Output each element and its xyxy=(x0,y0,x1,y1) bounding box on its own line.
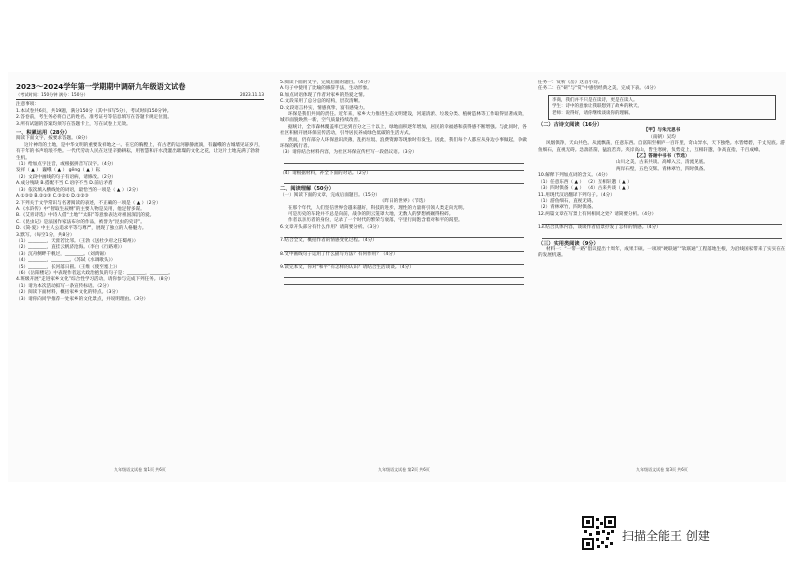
dialogue-box xyxy=(548,95,776,120)
question-2-option: D.《简·爱》中主人公追求平等与尊严，展现了独立的人格魅力。 xyxy=(16,226,147,232)
classic-question: （1）游鱼细石，直视无碍。 xyxy=(538,198,597,204)
reading-1-question: 8.文中画线句子运用了什么描写方法？有何作用？（4分） xyxy=(280,251,398,257)
question-4-line: （3）请你向同学推荐一处家乡的文化景点，并说明理由。（3分） xyxy=(16,296,149,302)
material-text: 材料一：“一带一路”倡议提出十周年，成果丰硕。一项项“硬联通”“软联通”工程落地生根，为沿线国家带来了实实在在的发展机遇。 xyxy=(538,246,786,259)
section-heading: 二、阅读理解（50分） xyxy=(280,186,334,193)
question-3-line: （6）《岳阳楼记》中表现作者远大政治抱负的句子是：________，________。 xyxy=(16,270,173,276)
reading-1-paragraph: 在那个年代，人们坚信世界会越来越好，科技的进步、理性的力量将引领人类走向光明。 xyxy=(288,205,468,211)
material-paragraph: 然而，仍有部分人环保意识淡薄，乱扔垃圾、浪费资源等现象时有发生。因此，我们每个人都应从身边小事做起，争做环保的践行者。 xyxy=(280,137,527,150)
classic-question: （1）任意东西（ ▲ ） （2）互相轩邈（ ▲ ） xyxy=(538,179,632,185)
answer-lines xyxy=(280,258,528,265)
page-footer xyxy=(280,467,528,473)
classic-question: 12.两篇文章在写景上有何相同之处？请简要分析。（4分） xyxy=(538,211,657,217)
question-3-line: （1）________，天涯若比邻。（王勃《送杜少府之任蜀州》） xyxy=(16,238,139,244)
reading-1-paragraph: 可是历史的车轮并不总是向前，战争的阴云笼罩大地，无数人的梦想被碾得粉碎。 xyxy=(288,211,454,217)
footer-text: 九年级语文试卷 第1页 共6页 xyxy=(114,466,166,472)
exam-sheet xyxy=(8,72,786,482)
material-paragraph: 据统计，全市森林覆盖率已达到百分之三十以上，绿地面积逐年增加，居民的幸福感和获得感不断增强。与此同时，各社区积极开展环保宣传活动，引导居民养成绿色低碳的生活方式。 xyxy=(280,124,527,137)
classic-question: 13.结合具体内容，谈谈作者借景抒发了怎样的情感。（4分） xyxy=(538,225,661,231)
question-1-item: （2）文段中画线的句子有语病，请修改。（2分） xyxy=(16,174,117,180)
answer-lines xyxy=(280,245,528,252)
answer-lines xyxy=(280,271,528,285)
reading-1-paragraph: 作者以亲历者的身份，记录了一个时代的繁荣与衰落，字里行间饱含着对和平的渴望。 xyxy=(288,218,463,224)
exam-duration: （考试时间：150分钟 满分：150分） xyxy=(16,92,88,97)
question-3-line: （5）________，长河落日圆。（王维《使至塞上》） xyxy=(16,264,120,270)
question-1-intro: 阅读下面文字，按要求答题。（8分） xyxy=(16,136,91,142)
question-4: 4.班级开展“走进家乡文化”综合性学习活动，请你参与完成下列任务。（8分） xyxy=(16,277,173,283)
section-heading: （三）实用类阅读（9分） xyxy=(538,240,599,247)
exam-title: 2023～2024学年第一学期期中调研九年级语文试卷 xyxy=(16,82,186,91)
classic-question: （2）青林翠竹，四时俱备。 xyxy=(538,205,597,211)
classic-question: （3）四时俱备（ ▲ ） （4）古来共谈（ ▲ ） xyxy=(538,186,632,192)
exam-date: 2023.11.13 xyxy=(240,92,264,97)
question-1-passage: 这片神奇的土地，是中华文明的重要发祥地之一。在它的胸膛上，有古老的运河静静流淌，有巍峨的古城墙见证岁月，有千年的书声琅琅不绝。一代代劳动人民在这里辛勤耕耘，用智慧和汗水浇灌出璀璨的文化之花，让这片土地充满了勃勃生机。 xyxy=(16,142,263,161)
task-1: 任务一：赏析《岳》这首小诗。 xyxy=(538,80,603,85)
question-6: （3）请你结合材料内容，为社区环保宣传栏写一段倡议语。（3分） xyxy=(280,150,417,156)
notice-line: 1.本试卷共6页，共19题，满分150分（其中书写5分），考试时间150分钟。 xyxy=(16,108,172,114)
answer-lines xyxy=(280,177,528,184)
section-heading: 一、积累运用（28分） xyxy=(16,130,70,137)
section-heading: （二）古诗文阅读（16分） xyxy=(538,122,603,129)
footer-text: 九年级语文试卷 第2页 共6页 xyxy=(378,466,430,472)
question-5-option: D.文段语言朴实，情感真挚，富有感染力。 xyxy=(280,105,368,111)
scanner-brand-label: 扫描全能王 创建 xyxy=(622,529,710,543)
question-5-option: C.文段采用了总分总的结构，层次清晰。 xyxy=(280,99,363,105)
reading-1-question: 7.结合全文，概括作者的情感变化过程。（4分） xyxy=(280,238,377,244)
question-5: 5.阅读下面的文字，完成后面的题目。（4分） xyxy=(280,80,373,85)
question-5-option: A.句子中使用了比喻的修辞手法，生动形象。 xyxy=(280,86,372,92)
reading-1-question: 6.文章开头部分有什么作用？请简要分析。（3分） xyxy=(280,224,382,230)
task-2: 任务二：在“研”与“赏”中感悟经典之美，完成下表。（4分） xyxy=(538,86,659,92)
question-1-item: A.成分残缺 B.搭配不当 C.语序不当 D.前后矛盾 xyxy=(16,181,113,187)
exam-meta xyxy=(16,92,264,100)
qr-code-icon xyxy=(582,516,616,550)
classic-question: 10.解释下列加点词的含义。（4分） xyxy=(538,173,611,179)
material-paragraph: 环保是我们共同的责任。近年来，家乡大力推进生态文明建设，河道清淤、垃圾分类、植树造林等工作取得显著成效，城市面貌焕然一新，空气质量持续改善。 xyxy=(280,112,527,124)
question-3: 3.默写。（每空1分，共8分） xyxy=(16,232,75,238)
classic-question: 11.用现代汉语翻译下列句子。（4分） xyxy=(538,192,615,198)
page-2 xyxy=(280,80,528,475)
question-1-item: A.①③② B.②①③ C.③②① D.①②③ xyxy=(16,194,89,200)
dialogue-line: 老师：说得好，请你继续谈谈你的理解。 xyxy=(552,110,633,116)
question-1-item: （3）依次填入横线处的词语，最恰当的一项是（ ▲ ）（2分） xyxy=(16,187,141,193)
classic-b-line: 山川之美，古来共谈。高峰入云，清流见底。 xyxy=(616,160,708,166)
classic-title: 【甲】与朱元思书 xyxy=(643,128,681,134)
question-2-option: C.《昆虫记》是法国作家法布尔的作品，被誉为“昆虫的史诗”。 xyxy=(16,219,145,225)
classic-text: 风烟俱净，天山共色。从流飘荡，任意东西。自富阳至桐庐一百许里，奇山异水，天下独绝。水皆缥碧，千丈见底。游鱼细石，直视无碍。急湍甚箭，猛浪若奔。夹岸高山，皆生寒树，负势竞上，互相轩邈，争高直指，千百成峰。 xyxy=(538,141,785,153)
page-footer xyxy=(16,467,264,473)
question-1-item: （1）给加点字注音，或根据拼音写汉字。（4分） xyxy=(16,162,117,168)
question-2-option: A.《水浒传》中“智取生辰纲”的主要人物是吴用，他足智多谋。 xyxy=(16,206,145,212)
notice-line: 2.答卷前，考生务必将自己的姓名、准考证号等信息填写在答题卡规定位置。 xyxy=(16,115,172,121)
classic-author: （南朝）吴均 xyxy=(648,134,676,140)
reading-1-title: 《昨日的世界》（节选） xyxy=(379,199,429,205)
notice-line: 注意事项： xyxy=(16,102,39,108)
question-3-line: （3）沉舟侧畔千帆过，________。（刘禹锡） xyxy=(16,251,109,257)
dialogue-line: 李商，我们并不只是在读诗，更是在读人。 xyxy=(552,97,638,103)
classic-b-line: 两岸石壁，五色交辉。青林翠竹，四时俱备。 xyxy=(616,166,708,172)
classic-b-title: 【乙】答谢中书书（节选） xyxy=(634,154,690,160)
answer-lines xyxy=(538,232,786,239)
page-1 xyxy=(16,80,264,475)
question-4-line: （2）阅读下面材料，概括家乡文化的特点。（3分） xyxy=(16,290,121,296)
question-1-item: 发祥（ ▲ ） 巍峨（ ▲ ） gēng（ ▲ ）耘 xyxy=(16,168,101,174)
page-3 xyxy=(538,80,786,475)
reading-1-question: 9.读完本文，你对“和平”有怎样的认识？请结合生活谈谈。（4分） xyxy=(280,264,414,270)
question-4-line: （1）请为本次活动拟写一条宣传标语。（2分） xyxy=(16,283,112,289)
footer-text: 九年级语文试卷 第3页 共6页 xyxy=(636,466,688,472)
reading-1-heading: （一）阅读下面的文章，完成后面题目。（15分） xyxy=(280,192,381,198)
question-5-option: B.加点词语体现了作者对家乡的热爱之情。 xyxy=(280,92,368,98)
question-3-line: （2）________，直挂云帆济沧海。（李白《行路难》） xyxy=(16,245,125,251)
question-2-option: B.《艾青诗选》中诗人借“土地”“太阳”等意象表达对祖国深沉的爱。 xyxy=(16,213,155,219)
notice-line: 3.所有试题的答案均须写在答题卡上，写在试卷上无效。 xyxy=(16,121,131,127)
page-footer xyxy=(538,467,786,473)
answer-lines xyxy=(280,157,528,171)
dialogue-line: 学生：诗中的意象让我联想到了故乡的秋天。 xyxy=(552,104,642,110)
question-3-line: （4）________，________。（苏轼《水调歌头》） xyxy=(16,258,116,264)
question-6b: （4）请根据材料，补全下面的对话。（2分） xyxy=(280,170,371,176)
question-2: 2.下列关于文学常识与名著阅读的表述，不正确的一项是（ ▲ ）（2分） xyxy=(16,200,161,206)
